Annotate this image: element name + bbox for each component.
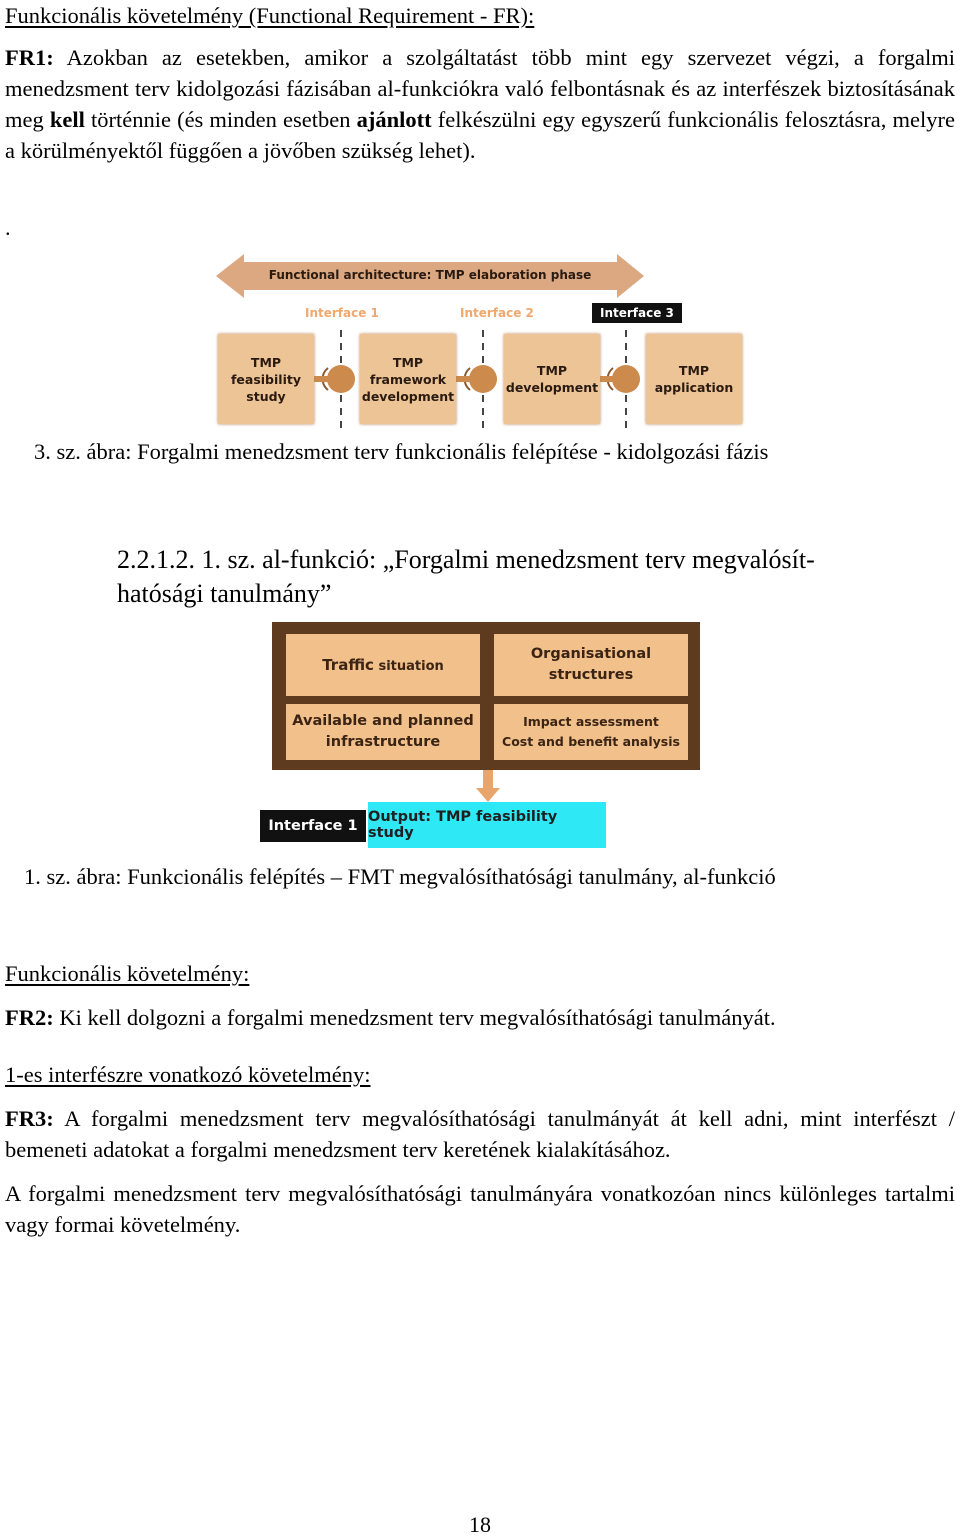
fr1-bold-ajanlott: ajánlott xyxy=(356,107,432,132)
box2-line1: TMP xyxy=(392,354,424,370)
cell-infra-line2: infrastructure xyxy=(325,734,441,750)
section-heading-interface1: 1-es interfészre vonatkozó követelmény: xyxy=(5,1062,371,1087)
cell-available-infrastructure xyxy=(286,704,480,760)
fr3-text: A forgalmi menedzsment terv megvalósíthatósági tanulmányát át kell adni, mint interfészt / bemeneti adatokat a forgalmi menedzsment terv keretének kialakításához. xyxy=(5,1106,955,1162)
cell-infra-line1: Available and planned xyxy=(292,713,474,729)
section-heading-fr: Funkcionális követelmény (Functional Requirement - FR): xyxy=(5,3,535,28)
connector-2 xyxy=(456,365,497,393)
box-tmp-framework-development xyxy=(360,334,456,424)
fr1-text-2: történnie (és minden esetben xyxy=(84,107,357,132)
box1-line1: TMP xyxy=(250,354,282,370)
box2-line2: framework xyxy=(369,371,447,387)
connector-3 xyxy=(599,365,640,393)
fr2-text: Ki kell dolgozni a forgalmi menedzsment terv megvalósíthatósági tanulmányát. xyxy=(53,1005,776,1030)
fr1-text-3: felkészülni egy egyszerű funkcionális felosztásra, melyre a körülményektől függően a jövőben szükség lehet). xyxy=(5,107,955,163)
subsection-heading xyxy=(117,543,815,611)
box3-line1: TMP xyxy=(536,363,568,378)
cell-traffic-situation xyxy=(286,634,480,696)
box1-line3: study xyxy=(246,388,286,404)
interface-1-output-label: Interface 1 xyxy=(260,810,366,842)
fr3-paragraph xyxy=(5,1103,955,1165)
interface-1-label: Interface 1 xyxy=(305,306,379,320)
cell-situation-word: situation xyxy=(373,659,444,674)
box4-line2: application xyxy=(654,380,734,395)
cell-impact-line1: Impact assessment xyxy=(523,714,659,729)
figure-feasibility-study xyxy=(258,620,708,852)
cell-traffic-word: Traffic xyxy=(322,656,374,674)
fr2-label: FR2: xyxy=(5,1005,54,1030)
cell-organisational-structures xyxy=(494,634,688,696)
page-number: 18 xyxy=(469,1512,491,1537)
fr2-paragraph xyxy=(5,1002,955,1033)
interface-3-label: Interface 3 xyxy=(592,303,682,323)
fr1-text-1: Azokban az esetekben, amikor a szolgáltatást több mint egy szervezet végzi, a forgalmi menedzsment terv kidolgozási fázisában al-funkciókra való felbontásnak és az interfészek biztosításának meg xyxy=(5,45,955,132)
cell-org-line2: structures xyxy=(548,667,634,683)
stray-dot: . xyxy=(5,215,11,240)
fr1-bold-kell: kell xyxy=(49,107,85,132)
box-tmp-application xyxy=(646,334,742,424)
box-tmp-development xyxy=(504,334,600,424)
figure2-caption: 1. sz. ábra: Funkcionális felépítés – FMT megvalósíthatósági tanulmány, al-funkció xyxy=(24,864,776,889)
fr3-label: FR3: xyxy=(5,1106,54,1131)
box3-line2: development xyxy=(505,380,599,395)
figure-tmp-elaboration xyxy=(210,250,750,435)
subsection-heading-line1: 2.2.1.2. 1. sz. al-funkció: „Forgalmi menedzsment terv megvalósít- xyxy=(117,545,815,574)
fr1-label: FR1: xyxy=(5,45,54,70)
subsection-heading-line2: hatósági tanulmány” xyxy=(117,579,332,608)
connector-1 xyxy=(314,365,355,393)
section-heading-fr2: Funkcionális követelmény: xyxy=(5,961,250,986)
cell-impact-line2: Cost and benefit analysis xyxy=(502,734,680,749)
cell-impact-assessment xyxy=(494,704,688,760)
banner-title: Functional architecture: TMP elaboration phase xyxy=(268,268,592,282)
fr1-paragraph xyxy=(5,42,955,166)
closing-paragraph: A forgalmi menedzsment terv megvalósíthatósági tanulmányára vonatkozóan nincs különleges tartalmi vagy formai követelmény. xyxy=(5,1181,955,1237)
box1-line2: feasibility xyxy=(230,371,301,387)
cell-org-line1: Organisational xyxy=(530,646,652,662)
interface-2-label: Interface 2 xyxy=(460,306,534,320)
down-arrow xyxy=(474,770,502,804)
box2-line3: development xyxy=(361,388,455,404)
box-tmp-feasibility-study xyxy=(218,334,314,424)
box4-line1: TMP xyxy=(678,363,710,378)
figure1-caption: 3. sz. ábra: Forgalmi menedzsment terv funkcionális felépítése - kidolgozási fázis xyxy=(34,439,769,464)
output-feasibility-study: Output: TMP feasibility study xyxy=(368,802,606,848)
